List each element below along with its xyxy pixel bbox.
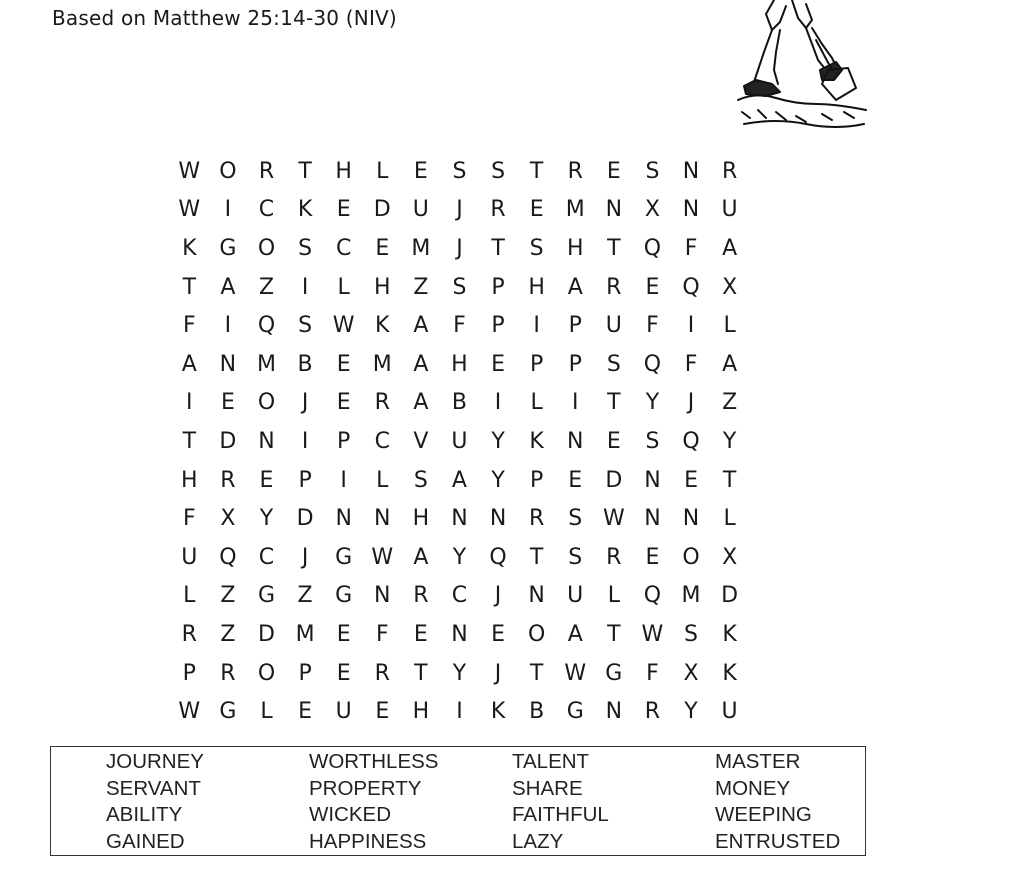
grid-letter[interactable]: Y <box>684 699 698 725</box>
grid-letter[interactable]: S <box>645 428 660 454</box>
grid-letter[interactable]: I <box>224 197 232 223</box>
grid-letter[interactable]: R <box>374 660 390 686</box>
grid-letter[interactable]: L <box>260 699 273 725</box>
grid-letter[interactable]: H <box>528 274 545 300</box>
grid-letter[interactable]: C <box>451 583 468 609</box>
grid-letter[interactable]: A <box>413 544 429 570</box>
word-list-column <box>715 749 918 855</box>
grid-letter[interactable]: R <box>181 621 197 647</box>
grid-letter[interactable]: E <box>336 660 351 686</box>
grid-letter[interactable]: W <box>332 313 355 339</box>
grid-letter[interactable]: Q <box>643 235 662 261</box>
grid-letter[interactable]: H <box>412 506 430 532</box>
grid-letter[interactable]: Y <box>491 428 505 454</box>
grid-letter[interactable]: G <box>335 583 353 609</box>
word-list-item: WORTHLESS <box>309 750 439 773</box>
grid-letter[interactable]: A <box>567 621 583 647</box>
grid-letter[interactable]: U <box>605 313 622 339</box>
grid-letter[interactable]: V <box>413 428 429 454</box>
grid-letter[interactable]: G <box>219 235 237 261</box>
grid-letter[interactable]: O <box>257 390 276 416</box>
grid-letter[interactable]: E <box>259 467 274 493</box>
grid-letter[interactable]: Z <box>722 390 738 416</box>
grid-letter[interactable]: K <box>375 313 390 339</box>
grid-letter[interactable]: K <box>722 621 737 647</box>
grid-letter[interactable]: S <box>568 544 583 570</box>
grid-letter[interactable]: H <box>566 235 584 261</box>
grid-letter[interactable]: R <box>606 274 622 300</box>
grid-letter[interactable]: Q <box>489 544 507 570</box>
grid-letter[interactable]: E <box>645 274 660 300</box>
grid-letter[interactable]: X <box>220 506 236 532</box>
grid-letter[interactable]: C <box>374 428 390 454</box>
grid-letter[interactable]: F <box>646 313 659 339</box>
grid-letter[interactable]: O <box>527 621 546 647</box>
grid-letter[interactable]: W <box>178 699 201 725</box>
grid-letter[interactable]: N <box>605 699 623 725</box>
grid-letter[interactable]: S <box>529 235 544 261</box>
grid-letter[interactable]: Y <box>645 390 660 416</box>
grid-letter[interactable]: F <box>375 621 389 647</box>
grid-letter[interactable]: D <box>296 506 314 532</box>
grid-letter[interactable]: T <box>607 621 621 647</box>
grid-letter[interactable]: Z <box>413 274 429 300</box>
word-list-item: FAITHFUL <box>512 803 609 826</box>
grid-letter[interactable]: Q <box>257 313 276 339</box>
grid-letter[interactable]: R <box>220 467 236 493</box>
grid-letter[interactable]: N <box>528 583 545 609</box>
grid-letter[interactable]: L <box>376 158 389 184</box>
grid-letter[interactable]: S <box>452 158 467 184</box>
grid-letter[interactable]: T <box>607 235 621 261</box>
grid-letter[interactable]: Z <box>297 583 313 609</box>
grid-letter[interactable]: L <box>723 313 736 339</box>
grid-letter[interactable]: U <box>181 544 198 570</box>
grid-letter[interactable]: T <box>182 428 197 454</box>
grid-letter[interactable]: E <box>220 390 235 416</box>
grid-letter[interactable]: J <box>687 390 695 416</box>
word-list-item: GAINED <box>106 829 185 853</box>
grid-letter[interactable]: F <box>646 660 659 686</box>
grid-letter[interactable]: P <box>568 351 582 377</box>
word-list-item: MONEY <box>715 776 791 800</box>
grid-letter[interactable]: E <box>298 699 313 725</box>
grid-letter[interactable]: S <box>298 313 313 339</box>
grid-letter[interactable]: G <box>335 544 353 570</box>
grid-letter[interactable]: E <box>645 544 660 570</box>
grid-letter[interactable]: I <box>301 428 309 454</box>
grid-letter[interactable]: B <box>529 699 545 725</box>
word-list-item: HAPPINESS <box>309 829 427 853</box>
word-list-item: WICKED <box>309 803 391 826</box>
grid-letter[interactable]: E <box>336 621 351 647</box>
grid-letter[interactable]: B <box>297 351 313 377</box>
grid-letter[interactable]: D <box>219 428 237 454</box>
grid-letter[interactable]: H <box>451 351 468 377</box>
grid-letter[interactable]: T <box>491 235 505 261</box>
grid-letter[interactable]: D <box>721 583 739 609</box>
subtitle: Based on Matthew 25:14-30 (NIV) <box>52 6 397 30</box>
grid-letter[interactable]: P <box>491 274 505 300</box>
grid-letter[interactable]: N <box>374 506 391 532</box>
grid-letter[interactable]: K <box>529 428 544 454</box>
grid-letter[interactable]: K <box>182 235 197 261</box>
grid-letter[interactable]: G <box>605 660 623 686</box>
grid-letter[interactable]: I <box>456 699 463 725</box>
grid-letter[interactable]: F <box>182 313 196 339</box>
grid-letter[interactable]: W <box>178 158 201 184</box>
grid-letter[interactable]: K <box>297 197 313 223</box>
grid-letter[interactable]: E <box>336 197 351 223</box>
grid-letter[interactable]: P <box>530 351 544 377</box>
grid-letter[interactable]: X <box>683 660 699 686</box>
grid-letter[interactable]: O <box>219 158 237 184</box>
grid-letter[interactable]: E <box>413 621 428 647</box>
grid-letter[interactable]: P <box>568 313 582 339</box>
grid-letter[interactable]: R <box>606 544 622 570</box>
grid-letter[interactable]: I <box>494 390 502 416</box>
grid-letter[interactable]: R <box>721 158 738 184</box>
grid-letter[interactable]: I <box>340 467 347 493</box>
grid-letter[interactable]: S <box>568 506 583 532</box>
grid-letter[interactable]: T <box>722 467 737 493</box>
grid-letter[interactable]: E <box>413 158 428 184</box>
grid-letter[interactable]: Q <box>682 428 700 454</box>
grid-letter[interactable]: Q <box>643 351 662 377</box>
grid-letter[interactable]: F <box>684 351 698 377</box>
grid-letter[interactable]: A <box>413 351 429 377</box>
grid-letter[interactable]: U <box>721 197 738 223</box>
word-list-column <box>106 749 309 855</box>
grid-letter[interactable]: N <box>644 467 661 493</box>
grid-letter[interactable]: M <box>256 351 276 377</box>
grid-letter[interactable]: T <box>529 544 544 570</box>
grid-letter[interactable]: R <box>413 583 429 609</box>
grid-letter[interactable]: U <box>567 583 584 609</box>
grid-letter[interactable]: M <box>295 621 315 647</box>
grid-letter[interactable]: U <box>335 699 352 725</box>
grid-letter[interactable]: W <box>641 621 664 647</box>
grid-letter[interactable]: M <box>372 351 392 377</box>
grid-letter[interactable]: A <box>722 235 738 261</box>
grid-letter[interactable]: R <box>528 506 545 532</box>
grid-letter[interactable]: O <box>257 660 276 686</box>
grid-letter[interactable]: H <box>335 158 352 184</box>
grid-letter[interactable]: Y <box>491 467 505 493</box>
grid-letter[interactable]: P <box>182 660 196 686</box>
grid-letter[interactable]: J <box>456 235 463 261</box>
grid-letter[interactable]: D <box>373 197 391 223</box>
grid-letter[interactable]: D <box>258 621 275 647</box>
grid-letter[interactable]: S <box>491 158 506 184</box>
word-list-item: SERVANT <box>106 776 201 800</box>
grid-letter[interactable]: G <box>219 699 237 725</box>
word-list-item: LAZY <box>512 829 564 853</box>
grid-letter[interactable]: A <box>567 274 583 300</box>
word-list-column <box>512 749 715 855</box>
grid-letter[interactable]: S <box>452 274 467 300</box>
grid-letter[interactable]: B <box>451 390 467 416</box>
grid-letter[interactable]: G <box>257 583 276 609</box>
word-list-item: WEEPING <box>715 803 812 826</box>
grid-letter[interactable]: L <box>376 467 389 493</box>
grid-letter[interactable]: N <box>682 158 700 184</box>
grid-letter[interactable]: P <box>298 467 312 493</box>
grid-letter[interactable]: E <box>606 158 621 184</box>
grid-letter[interactable]: J <box>494 583 502 609</box>
word-list-item: ENTRUSTED <box>715 829 841 853</box>
grid-letter[interactable]: N <box>567 428 584 454</box>
grid-letter[interactable]: A <box>413 390 429 416</box>
grid-letter[interactable]: W <box>371 544 394 570</box>
word-search-grid <box>170 152 749 731</box>
grid-letter[interactable]: A <box>181 351 197 377</box>
grid-letter[interactable]: Y <box>259 506 274 532</box>
grid-letter[interactable]: N <box>258 428 275 454</box>
grid-letter[interactable]: T <box>414 660 428 686</box>
grid-letter[interactable]: M <box>411 235 431 261</box>
grid-letter[interactable]: T <box>298 158 312 184</box>
grid-letter[interactable]: R <box>374 390 390 416</box>
grid-letter[interactable]: C <box>335 235 352 261</box>
grid-letter[interactable]: I <box>687 313 695 339</box>
grid-letter[interactable]: A <box>220 274 236 300</box>
grid-letter[interactable]: Z <box>220 583 236 609</box>
grid-letter[interactable]: H <box>373 274 391 300</box>
grid-letter[interactable]: O <box>682 544 700 570</box>
grid-letter[interactable]: C <box>258 197 275 223</box>
word-list-item: ABILITY <box>106 803 183 826</box>
grid-letter[interactable]: E <box>529 197 544 223</box>
grid-letter[interactable]: W <box>602 506 625 532</box>
grid-letter[interactable]: W <box>178 197 201 223</box>
grid-letter[interactable]: E <box>606 428 621 454</box>
grid-letter[interactable]: K <box>490 699 506 725</box>
grid-letter[interactable]: R <box>567 158 583 184</box>
grid-letter[interactable]: Q <box>219 544 237 570</box>
grid-letter[interactable]: S <box>606 351 621 377</box>
word-list-item: JOURNEY <box>106 750 204 773</box>
grid-letter[interactable]: R <box>644 699 661 725</box>
grid-letter[interactable]: D <box>605 467 623 493</box>
grid-letter[interactable]: I <box>571 390 579 416</box>
grid-letter[interactable]: T <box>529 158 544 184</box>
grid-letter[interactable]: E <box>375 235 390 261</box>
grid-letter[interactable]: J <box>301 390 309 416</box>
grid-letter[interactable]: X <box>722 544 738 570</box>
grid-letter[interactable]: E <box>491 621 505 647</box>
grid-letter[interactable]: Y <box>452 660 467 686</box>
grid-letter[interactable]: N <box>682 197 700 223</box>
grid-letter[interactable]: U <box>412 197 429 223</box>
grid-letter[interactable]: J <box>494 660 502 686</box>
word-list-column <box>309 749 512 855</box>
grid-letter[interactable]: E <box>684 467 698 493</box>
grid-letter[interactable]: Q <box>643 583 662 609</box>
grid-letter[interactable]: A <box>413 313 429 339</box>
word-list-box <box>50 746 866 856</box>
grid-letter[interactable]: N <box>451 621 468 647</box>
grid-letter[interactable]: G <box>566 699 584 725</box>
grid-letter[interactable]: U <box>451 428 468 454</box>
grid-letter[interactable]: N <box>605 197 623 223</box>
grid-letter[interactable]: C <box>258 544 275 570</box>
grid-letter[interactable]: P <box>337 428 351 454</box>
grid-letter[interactable]: T <box>182 274 197 300</box>
grid-letter[interactable]: S <box>684 621 698 647</box>
grid-letter[interactable]: N <box>219 351 237 377</box>
grid-letter[interactable]: T <box>529 660 544 686</box>
word-list-item: MASTER <box>715 750 801 773</box>
grid-letter[interactable]: P <box>298 660 312 686</box>
grid-letter[interactable]: N <box>451 506 468 532</box>
grid-letter[interactable]: F <box>182 506 196 532</box>
grid-letter[interactable]: L <box>607 583 620 609</box>
grid-letter[interactable]: I <box>533 313 540 339</box>
grid-letter[interactable]: L <box>723 506 736 532</box>
grid-letter[interactable]: N <box>374 583 391 609</box>
grid-letter[interactable]: N <box>682 506 700 532</box>
grid-letter[interactable]: J <box>456 197 463 223</box>
grid-letter[interactable]: M <box>681 583 701 609</box>
grid-letter[interactable]: J <box>301 544 309 570</box>
word-list-item: PROPERTY <box>309 776 422 800</box>
man-digging-icon <box>736 0 872 128</box>
grid-letter[interactable]: L <box>337 274 350 300</box>
grid-letter[interactable]: X <box>644 197 660 223</box>
grid-letter[interactable]: E <box>336 390 351 416</box>
grid-letter[interactable]: R <box>490 197 506 223</box>
grid-letter[interactable]: L <box>530 390 543 416</box>
grid-letter[interactable]: A <box>451 467 467 493</box>
grid-letter[interactable]: Z <box>258 274 275 300</box>
grid-letter[interactable]: N <box>644 506 661 532</box>
grid-letter[interactable]: E <box>568 467 583 493</box>
grid-letter[interactable]: S <box>298 235 313 261</box>
grid-letter[interactable]: L <box>183 583 196 609</box>
grid-letter[interactable]: P <box>491 313 505 339</box>
grid-letter[interactable]: F <box>453 313 466 339</box>
grid-letter[interactable]: R <box>220 660 236 686</box>
grid-letter[interactable]: E <box>336 351 351 377</box>
grid-letter[interactable]: W <box>564 660 587 686</box>
grid-letter[interactable]: P <box>530 467 544 493</box>
grid-letter[interactable]: Y <box>452 544 467 570</box>
grid-letter[interactable]: I <box>224 313 232 339</box>
word-list-item: TALENT <box>512 750 590 773</box>
grid-letter[interactable]: T <box>607 390 621 416</box>
grid-letter[interactable]: A <box>722 351 738 377</box>
grid-letter[interactable]: Z <box>220 621 236 647</box>
grid-letter[interactable]: E <box>375 699 390 725</box>
word-list-item: SHARE <box>512 776 583 800</box>
grid-letter[interactable]: Q <box>682 274 700 300</box>
grid-letter[interactable]: R <box>258 158 275 184</box>
grid-letter[interactable]: M <box>565 197 585 223</box>
grid-letter[interactable]: I <box>301 274 309 300</box>
grid-letter[interactable]: S <box>645 158 660 184</box>
grid-letter[interactable]: O <box>257 235 276 261</box>
grid-letter[interactable]: K <box>722 660 737 686</box>
grid-letter[interactable]: F <box>684 235 698 261</box>
grid-letter[interactable]: E <box>491 351 505 377</box>
grid-letter[interactable]: S <box>413 467 428 493</box>
grid-letter[interactable]: H <box>181 467 198 493</box>
grid-letter[interactable]: X <box>722 274 738 300</box>
grid-letter[interactable]: N <box>489 506 507 532</box>
grid-letter[interactable]: U <box>721 699 738 725</box>
grid-letter[interactable]: N <box>335 506 352 532</box>
grid-letter[interactable]: Y <box>722 428 737 454</box>
grid-letter[interactable]: I <box>186 390 193 416</box>
grid-letter[interactable]: H <box>412 699 430 725</box>
